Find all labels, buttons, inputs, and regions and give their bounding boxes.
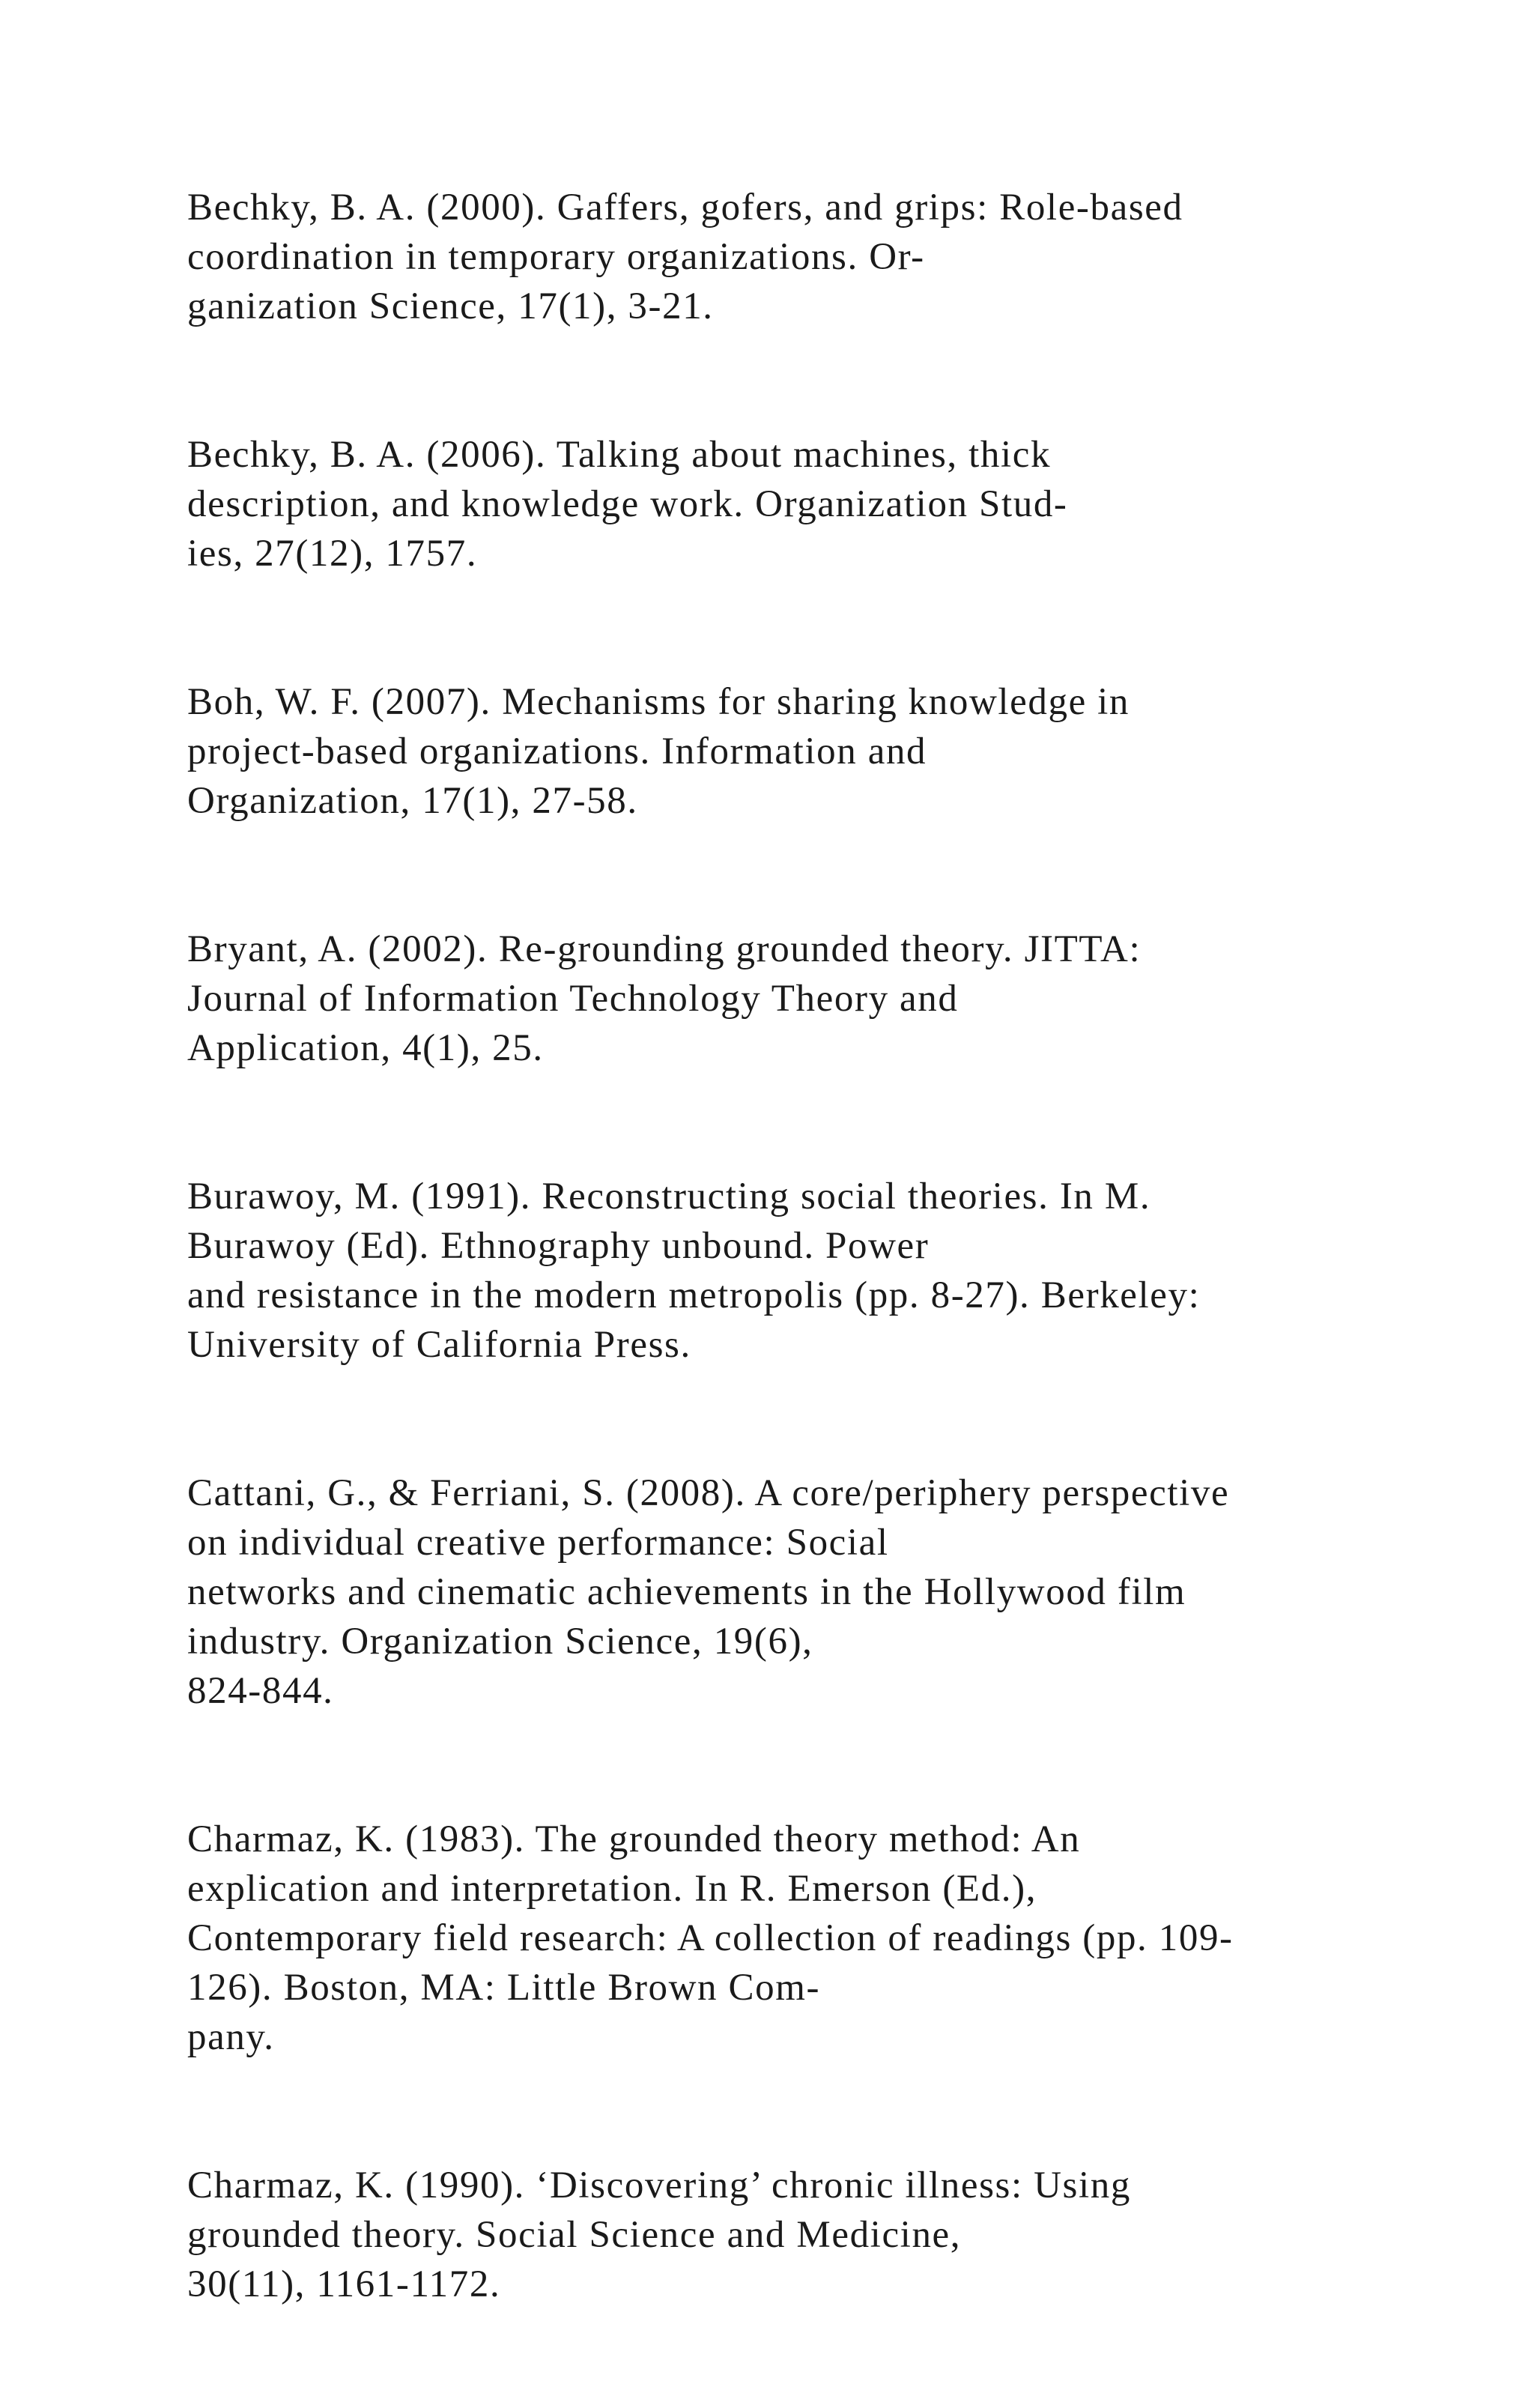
reference-line: ganization Science, 17(1), 3-21.: [187, 285, 714, 327]
reference-line: 824-844.: [187, 1670, 334, 1712]
reference-entry-boh-2007: [187, 677, 1506, 826]
reference-line: Boh, W. F. (2007). Mechanisms for sharing knowledge in: [187, 681, 1130, 723]
reference-line: Journal of Information Technology Theory and: [187, 978, 959, 1020]
reference-line: coordination in temporary organizations. Or-: [187, 236, 925, 278]
reference-line: University of California Press.: [187, 1324, 691, 1366]
reference-line: 126). Boston, MA: Little Brown Com-: [187, 1967, 821, 2009]
reference-entry-cattani-2008: [187, 1468, 1506, 1716]
reference-entry-charmaz-1983: [187, 1815, 1506, 2062]
reference-line: Cattani, G., & Ferriani, S. (2008). A core/periphery perspective: [187, 1472, 1230, 1514]
reference-entry-bryant-2002: [187, 925, 1506, 1073]
reference-line: explication and interpretation. In R. Emerson (Ed.),: [187, 1868, 1037, 1910]
reference-line: networks and cinematic achievements in the Hollywood film: [187, 1571, 1186, 1613]
reference-line: Application, 4(1), 25.: [187, 1027, 544, 1069]
reference-line: Burawoy (Ed). Ethnography unbound. Power: [187, 1225, 930, 1267]
reference-line: Organization, 17(1), 27-58.: [187, 780, 638, 822]
reference-entry-bechky-2006: [187, 430, 1506, 578]
reference-line: description, and knowledge work. Organization Stud-: [187, 483, 1068, 525]
reference-line: ies, 27(12), 1757.: [187, 533, 478, 575]
reference-entry-charmaz-1990: [187, 2161, 1506, 2309]
reference-line: on individual creative performance: Social: [187, 1522, 889, 1564]
reference-line: grounded theory. Social Science and Medicine,: [187, 2214, 962, 2256]
reference-entry-burawoy-1991: [187, 1172, 1506, 1370]
reference-line: project-based organizations. Information and: [187, 730, 927, 772]
reference-line: Bechky, B. A. (2000). Gaffers, gofers, and grips: Role-based: [187, 187, 1183, 229]
reference-line: Charmaz, K. (1990). ‘Discovering’ chronic illness: Using: [187, 2165, 1131, 2206]
reference-line: 30(11), 1161-1172.: [187, 2263, 501, 2305]
reference-line: and resistance in the modern metropolis (pp. 8-27). Berkeley:: [187, 1274, 1201, 1316]
reference-line: Charmaz, K. (1983). The grounded theory method: An: [187, 1818, 1081, 1860]
reference-line: pany.: [187, 2016, 275, 2058]
reference-list: [187, 183, 1506, 2408]
reference-line: Bryant, A. (2002). Re-grounding grounded theory. JITTA:: [187, 928, 1142, 970]
reference-entry-bechky-2000: [187, 183, 1506, 331]
reference-line: Contemporary field research: A collection of readings (pp. 109-: [187, 1917, 1234, 1959]
reference-line: industry. Organization Science, 19(6),: [187, 1621, 813, 1663]
reference-line: Burawoy, M. (1991). Reconstructing social theories. In M.: [187, 1176, 1151, 1217]
reference-line: Bechky, B. A. (2006). Talking about machines, thick: [187, 434, 1052, 476]
